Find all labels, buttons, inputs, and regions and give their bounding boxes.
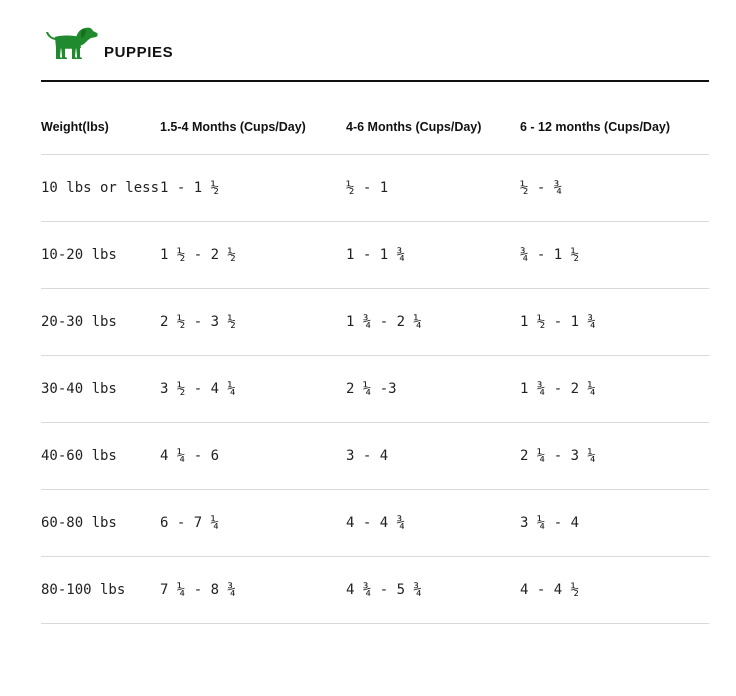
- table-row: [41, 289, 709, 356]
- cups-cell: ¾ - 1 ½: [520, 247, 580, 263]
- cups-cell: 7 ¼ - 8 ¾: [160, 582, 236, 598]
- cups-cell: 1 ¾ - 2 ¼: [520, 381, 596, 397]
- cups-cell: 1 ½ - 1 ¾: [520, 314, 596, 330]
- table-row: [41, 222, 709, 289]
- cups-cell: 1 - 1 ½: [160, 180, 220, 196]
- cups-cell: 4 - 4 ¾: [346, 515, 406, 531]
- table-row: [41, 423, 709, 490]
- dog-icon: [46, 26, 98, 60]
- table-row: [41, 155, 709, 222]
- cups-cell: 3 ¼ - 4: [520, 515, 580, 531]
- column-header-6-to-12-months: 6 - 12 months (Cups/Day): [520, 120, 671, 134]
- page-title: PUPPIES: [104, 44, 174, 61]
- cups-cell: 4 ¼ - 6: [160, 448, 220, 464]
- cups-cell: 2 ¼ - 3 ¼: [520, 448, 596, 464]
- weight-cell: 30-40 lbs: [41, 381, 117, 397]
- cups-cell: 4 - 4 ½: [520, 582, 580, 598]
- weight-cell: 10-20 lbs: [41, 247, 117, 263]
- cups-cell: 4 ¾ - 5 ¾: [346, 582, 422, 598]
- cups-cell: 3 - 4: [346, 448, 389, 464]
- cups-cell: 2 ½ - 3 ½: [160, 314, 236, 330]
- weight-cell: 20-30 lbs: [41, 314, 117, 330]
- cups-cell: 3 ½ - 4 ¼: [160, 381, 236, 397]
- table-row: [41, 557, 709, 624]
- column-header-1-5-to-4-months: 1.5-4 Months (Cups/Day): [160, 120, 306, 134]
- cups-cell: 6 - 7 ¼: [160, 515, 220, 531]
- weight-cell: 40-60 lbs: [41, 448, 117, 464]
- table-row: [41, 490, 709, 557]
- column-header-weight: Weight(lbs): [41, 120, 109, 134]
- cups-cell: 2 ¼ -3: [346, 381, 397, 397]
- feeding-chart-table: [41, 100, 709, 624]
- cups-cell: 1 ¾ - 2 ¼: [346, 314, 422, 330]
- weight-cell: 60-80 lbs: [41, 515, 117, 531]
- table-header-row: [41, 100, 709, 155]
- cups-cell: ½ - ¾: [520, 180, 563, 196]
- weight-cell: 80-100 lbs: [41, 582, 126, 598]
- page-header: [41, 26, 709, 82]
- column-header-4-to-6-months: 4-6 Months (Cups/Day): [346, 120, 482, 134]
- cups-cell: 1 ½ - 2 ½: [160, 247, 236, 263]
- weight-cell: 10 lbs or less: [41, 180, 160, 196]
- table-row: [41, 356, 709, 423]
- cups-cell: ½ - 1: [346, 180, 389, 196]
- cups-cell: 1 - 1 ¾: [346, 247, 406, 263]
